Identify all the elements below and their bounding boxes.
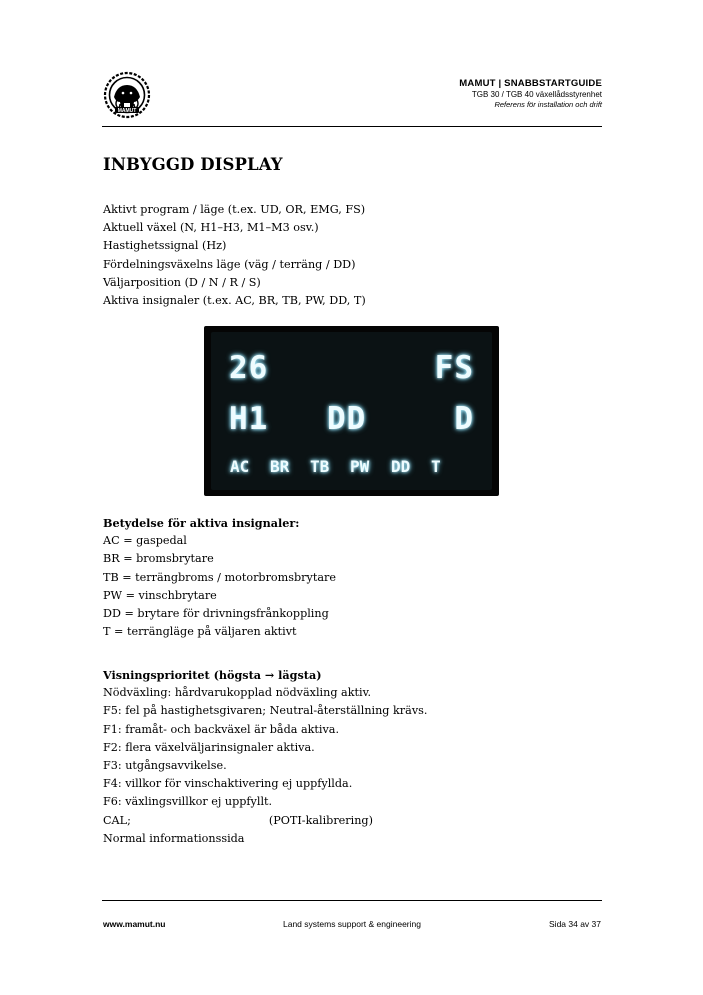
display-screen (211, 332, 492, 490)
footer-website[interactable]: www.mamut.nu (103, 919, 166, 929)
header-subtitle: TGB 30 / TGB 40 växellådsstyrenhet (471, 90, 602, 99)
display-selector: D (454, 401, 474, 437)
display-input-ac: AC (230, 457, 250, 476)
list-item: AC = gaspedal (103, 534, 187, 548)
meaning-section (103, 514, 336, 641)
list-item: F6: växlingsvillkor ej uppfyllt. (103, 795, 273, 809)
list-item: Aktiva insignaler (t.ex. AC, BR, TB, PW, DD, T) (103, 294, 366, 308)
list-item: TB = terrängbroms / motorbromsbrytare (103, 570, 336, 584)
display-mode: FS (434, 350, 474, 386)
list-item: Normal informationssida (103, 831, 245, 845)
footer-page-number: Sida 34 av 37 (549, 919, 601, 929)
display-photo (204, 326, 499, 496)
priority-heading: Visningsprioritet (högsta → lägsta) (103, 668, 322, 682)
list-item: Nödväxling: hårdvarukopplad nödväxling aktiv. (103, 686, 372, 700)
list-item: F4: villkor för vinschaktivering ej uppfyllda. (103, 777, 353, 791)
display-input-dd: DD (391, 457, 411, 476)
list-item: F1: framåt- och backväxel är båda aktiva. (103, 722, 340, 736)
list-item: Hastighetssignal (Hz) (103, 239, 227, 253)
section-title: INBYGGD DISPLAY (103, 155, 283, 174)
display-input-tb: TB (310, 457, 330, 476)
display-input-t: T (431, 457, 441, 476)
list-item: Fördelningsväxelns läge (väg / terräng / DD) (103, 257, 356, 271)
display-transfer: DD (327, 401, 367, 437)
priority-section (103, 666, 427, 848)
list-item: F3: utgångsavvikelse. (103, 759, 227, 773)
display-info-list (103, 201, 366, 310)
list-item: Aktivt program / läge (t.ex. UD, OR, EMG, FS) (103, 203, 366, 216)
meaning-heading: Betydelse för aktiva insignaler: (103, 516, 300, 530)
list-item: F5: fel på hastighetsgivaren; Neutral-återställning krävs. (103, 704, 428, 718)
display-input-pw: PW (350, 457, 370, 476)
list-item-cal (103, 812, 427, 830)
display-speed: 26 (229, 350, 269, 386)
list-item: DD = brytare för drivningsfrånkoppling (103, 607, 329, 621)
list-item: T = terrängläge på väljaren aktivt (103, 625, 297, 639)
display-gear: H1 (229, 401, 269, 437)
footer-center-text: Land systems support & engineering (283, 919, 421, 929)
page-header (102, 68, 602, 127)
cal-description: (POTI-kalibrering) (268, 813, 373, 827)
mamut-logo-icon (102, 70, 152, 120)
list-item: PW = vinschbrytare (103, 588, 217, 602)
list-item: BR = bromsbrytare (103, 552, 214, 566)
cal-label: CAL; (103, 813, 131, 827)
list-item: Aktuell växel (N, H1–H3, M1–M3 osv.) (103, 221, 319, 235)
list-item: Väljarposition (D / N / R / S) (103, 275, 261, 289)
display-input-br: BR (270, 457, 290, 476)
header-subtitle-2: Referens för installation och drift (494, 100, 602, 109)
header-title: MAMUT | SNABBSTARTGUIDE (459, 78, 602, 89)
list-item: F2: flera växelväljarinsignaler aktiva. (103, 740, 315, 754)
svg-text:MAMUT: MAMUT (117, 108, 137, 114)
page-footer (102, 900, 602, 929)
